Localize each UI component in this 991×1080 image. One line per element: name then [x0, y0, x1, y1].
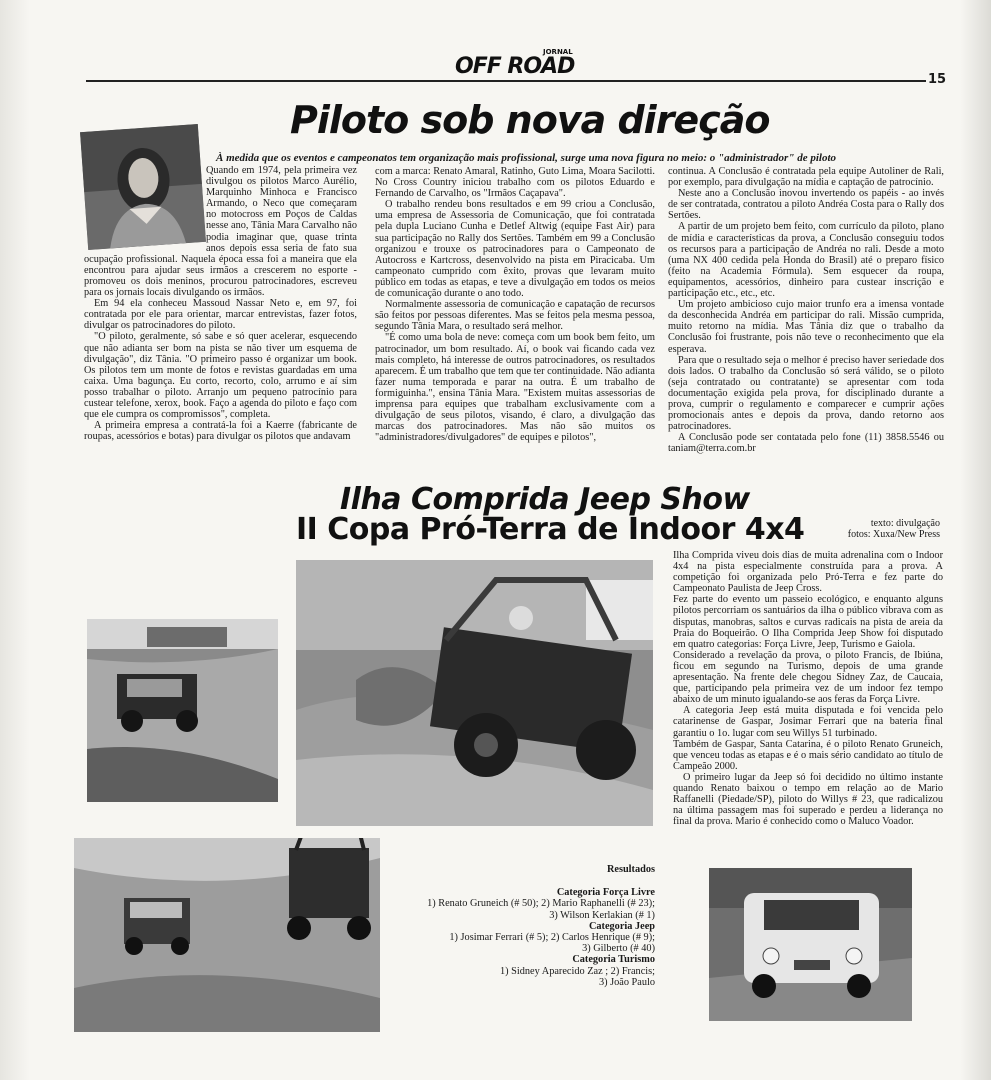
article2-title-line2: II Copa Pró-Terra de Indoor 4x4	[296, 512, 805, 547]
photo-wrap-spacer	[84, 165, 206, 249]
paragraph: O trabalho rendeu bons resultados e em 99 criou a Conclusão, uma empresa de Assessoria de Comunicação, que foi contratada pela dupla Luciano Cunha e Detlef Altwig (equipe Fast Air) para sua participação no Rally dos Sertões. Também em 99 a Conclusão organizou e trouxe os patrocinadores para o Campeonato de Autocross e Kartcross, desenvolvido na pista em Piracicaba. Um campeonato cumprido com êxito, provas que levaram muito público em todas as etapas, e teve a divulgação em todos os meios de comunicação durante o ano todo.	[375, 199, 655, 300]
paragraph: Considerado a revelação da prova, o piloto Francis, de Ibiúna, ficou em segundo na Turismo, depois de uma grande apresentação. Na frente dele chegou Sidney Zaz, de Caucaia, que, participando pela primeira vez de um indoor fez tempo abaixo de um minuto igualando-se aos feras da Força Livre.	[673, 649, 943, 706]
paragraph: Um projeto ambicioso cujo maior trunfo era a imensa vontade da desconhecida Andréa em participar do rali. Missão cumprida, muito retorno na mídia. Mas Tânia diz que o trabalho da Conclusão foi frustrante, pois não teve o reconhecimento que ela esperava.	[668, 299, 944, 355]
page-number: 15	[928, 72, 947, 87]
paragraph: "É como uma bola de neve: começa com um book bem feito, um patrocinador, um bom resultado. Aí, o book vai ficando cada vez mais completo, há interesse de outros patrocinadores, os resultados aparecem. É um trabalho que tem que ter continuidade. Não adianta fazer numa temporada e parar na outra. É um trabalho de formiguinha.", ensina Tânia Mara. "Existem muitas assessorias de imprensa para equipes que trabalham exclusivamente com a divulgação de seus pilotos, visando, é claro, a divulgação das marcas dos patrocinadores. Mas não são muitos os "administradores/divulgadores" de equipes e pilotos",	[375, 332, 655, 444]
paragraph: Ilha Comprida viveu dois dias de muita adrenalina com o Indoor 4x4 na pista especialmente construída para a prova. A competição foi organizada pelo Pró-Terra e fez parte do Campeonato Paulista de Jeep Cross.	[673, 550, 943, 595]
logo-small-text: JORNAL	[543, 48, 573, 56]
paragraph: continua. A Conclusão é contratada pela equipe Autoliner de Rali, por exemplo, para divulgação na mídia e captação de patrocínio.	[668, 166, 944, 189]
article-headline: Piloto sob nova direção	[290, 98, 770, 142]
result-line: 1) Sidney Aparecido Zaz ; 2) Francis;	[500, 965, 655, 977]
journal-logo	[455, 48, 575, 79]
article1-column-1	[84, 165, 357, 477]
main-jeep-photo	[296, 560, 653, 826]
results-box	[390, 864, 655, 988]
article2-title-line1: Ilha Comprida Jeep Show	[340, 482, 750, 517]
paragraph: com a marca: Renato Amaral, Ratinho, Guto Lima, Moara Sacilotti. No Cross Country iniciou trabalho com os pilotos Eduardo e Fernando de Carvalho, os "Irmãos Caçapava".	[375, 166, 655, 200]
paragraph: A primeira empresa a contratá-la foi a Kaerre (fabricante de roupas, acessórios e botas) para divulgar os pilotos que andavam	[84, 420, 357, 443]
article2-body	[673, 550, 943, 868]
masthead-rule	[86, 80, 926, 82]
result-line: 1) Josimar Ferrari (# 5); 2) Carlos Henrique (# 9);	[449, 932, 655, 944]
paragraph: Normalmente assessoria de comunicação e capatação de recursos são feitos por pessoas diferentes. Mas se feitos pela mesma pessoa, segundo Tânia Mara, o resultado será melhor.	[375, 299, 655, 333]
paragraph: O primeiro lugar da Jeep só foi decidido no último instante quando Renato baixou o tempo em relação ao de Mario Raffanelli (Piedade/SP), piloto do Willys # 23, que radicalizou na última passagem mas foi superado e perdeu a liderança no final da prova. Mario é conhecido como o Maluco Voador.	[673, 771, 943, 828]
result-line: 3) Gilberto (# 40)	[582, 943, 655, 955]
logo-text: OFF ROAD	[455, 54, 575, 79]
paragraph: A categoria Jeep está muita disputada e foi vencida pelo catarinense de Gaspar, Josimar Ferrari que na bateria final garantiu o 1o. lugar com seu Willys 51 turbinado.	[673, 705, 943, 739]
credit-text: texto: divulgação	[870, 518, 940, 529]
paragraph: Em 94 ela conheceu Massoud Nassar Neto e, em 97, foi contratada por ele para orientar, marcar entrevistas, fazer fotos, divulgar os patrocinadores do piloto.	[84, 298, 357, 332]
photo-credit	[800, 518, 940, 540]
category-heading: Categoria Jeep	[588, 920, 655, 932]
result-line: 3) João Paulo	[598, 976, 655, 988]
article-subtitle: À medida que os eventos e campeonatos tem organização mais profissional, surge uma nova figura no meio: o "administrador" de piloto	[216, 152, 836, 164]
paragraph: Fez parte do evento um passeio ecológico, e enquanto alguns pilotos percorriam os santuários da ilha o público vibrava com as disputas, manobras, saltos e curvas radicais na pista de areia da Praia do Boqueirão. O Ilha Comprida Jeep Show foi disputado em quatro categorias: Força Livre, Jeep, Turismo e Gaiola.	[673, 594, 943, 650]
article1-column-3	[668, 166, 944, 478]
category-heading: Categoria Turismo	[572, 954, 655, 966]
paragraph: "O piloto, geralmente, só sabe e só quer acelerar, esquecendo que não adianta ser bom na pista se não tiver um esquema de divulgação", diz Tânia. "O primeiro passo é organizar um book. Os pilotos tem um monte de fotos e revistas guardadas em uma caixa. Uma bagunça. Eu corto, recorto, colo, arrumo e aí sim posso trabalhar o piloto. Arranjo um pequeno patrocínio para custear telefone, xerox, book. Faço a agenda do piloto e faço com que ele cumpra os compromissos", completa.	[84, 331, 357, 421]
paragraph: Também de Gaspar, Santa Catarina, é o piloto Renato Gruneich, que venceu todas as etapas e é o mais sério candidato ao título de Campeão 2000.	[673, 738, 943, 772]
result-line: 3) Wilson Kerlakian (# 1)	[549, 909, 655, 921]
article1-column-2	[375, 166, 655, 478]
jeep-on-sand-photo	[87, 619, 278, 802]
paragraph: A Conclusão pode ser contatada pelo fone (11) 3858.5546 ou taniam@terra.com.br	[668, 432, 944, 455]
paragraph: Quando em 1974, pela primeira vez divulgou os pilotos Marco Aurélio, Marquinho Minhoca e Francisco Armando, o Neco que começaram no motocross em Poços de Caldas nesse ano, Tânia Mara Carvalho não podia imaginar que, quase trinta anos depois essa seria de fato sua ocupação profissional. Naquela época essa foi a maneira que ela encontrou para ajudar seus irmãos a crescerem no esporte - promoveu os dois meninos, procurou patrocinadores, escreveu para os jornais locais divulgando os irmãos.	[84, 165, 357, 299]
two-jeeps-photo	[74, 838, 380, 1032]
fiat-racer-photo	[709, 868, 912, 1021]
category-heading: Categoria Força Livre	[556, 887, 655, 899]
credit-photos: fotos: Xuxa/New Press	[847, 529, 940, 540]
results-heading: Resultados	[606, 864, 655, 875]
paragraph: A partir de um projeto bem feito, com currículo da piloto, plano de mídia e características da prova, a Conclusão conseguiu todos os recursos para a participação de Andréa no rali. Desde a moto (uma NX 400 cedida pela Honda do Brasil) até o preparo físico (feito na Academia Fórmula). Sem esquecer da roupa, equipamentos, acessórios, dinheiro para custear inscrição e participação etc., etc., etc.	[668, 221, 944, 300]
paragraph: Neste ano a Conclusão inovou invertendo os papéis - ao invés de ser contratada, contratou a piloto Andréa Costa para o Rally dos Sertões.	[668, 188, 944, 222]
result-line: 1) Renato Gruneich (# 50); 2) Mario Raphanelli (# 23);	[427, 898, 655, 910]
paragraph: Para que o resultado seja o melhor é preciso haver seriedade dos dois lados. O trabalho da Conclusão só será válido, se o piloto (seja contratado ou contratante) se apresentar com toda documentação exigida pela prova, for disciplinado durante a prova, cumprir o regulamento e comparecer e cumprir ações promocionais antes e depois da prova, dando retorno aos patrocinadores.	[668, 354, 944, 433]
